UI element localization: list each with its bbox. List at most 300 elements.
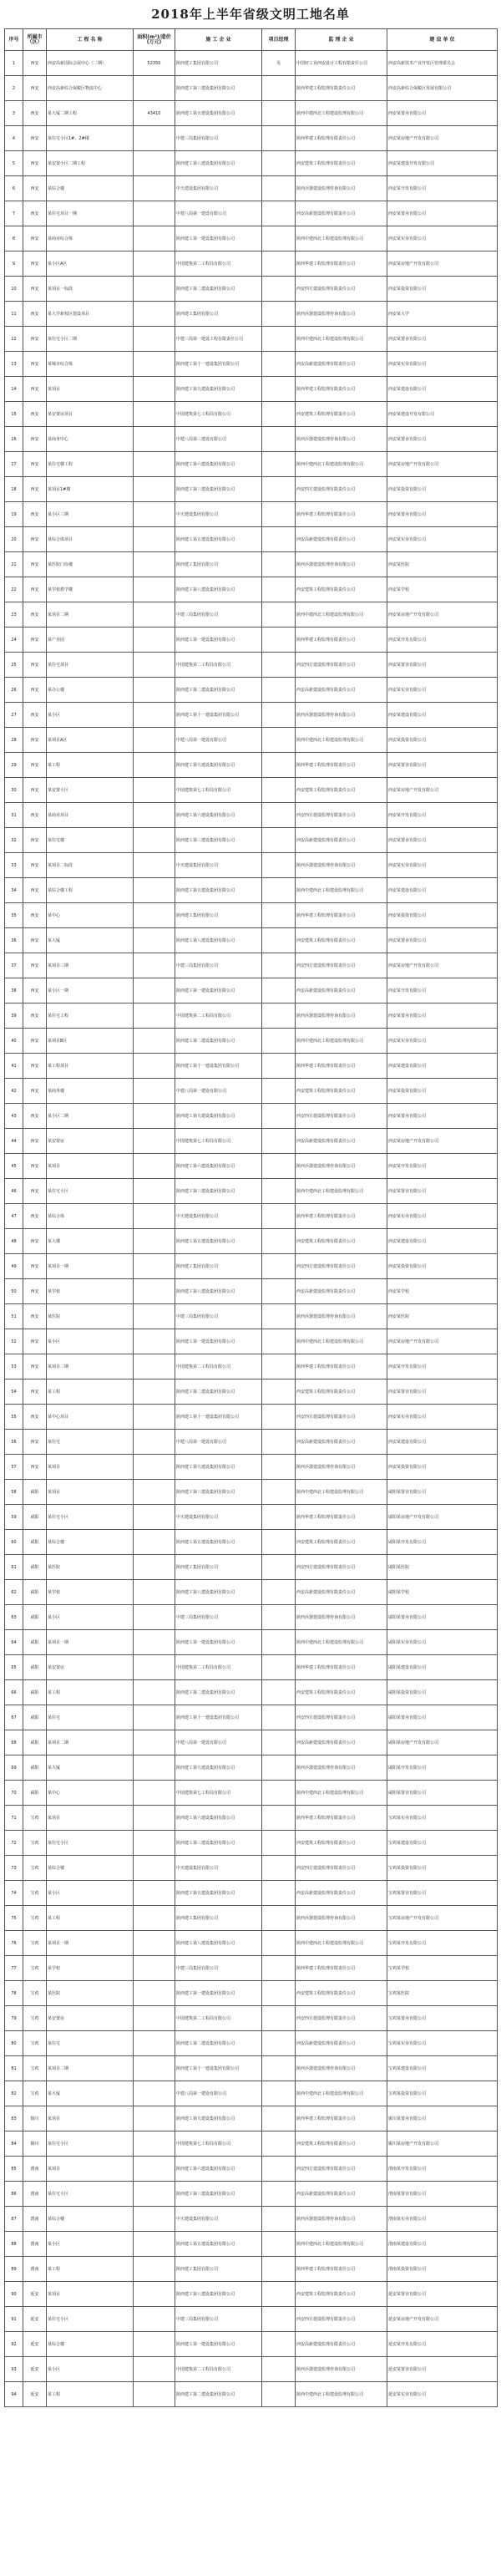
project-name-cell: 某大楼 xyxy=(47,1229,134,1254)
owner-cell: 渭南某建设有限公司 xyxy=(387,2232,498,2257)
row-number: 24 xyxy=(5,627,23,653)
header-cell: 面积(m²)/造价(万元) xyxy=(134,29,175,51)
manager-cell xyxy=(262,1580,296,1605)
city-cell: 咸阳 xyxy=(23,1580,47,1605)
project-name-cell: 某住宅项目 xyxy=(47,653,134,678)
row-number: 36 xyxy=(5,928,23,953)
row-number: 53 xyxy=(5,1354,23,1379)
header-cell: 工 程 名 称 xyxy=(47,29,134,51)
owner-cell: 西安某房地产开发有限公司 xyxy=(387,452,498,477)
manager-cell xyxy=(262,1881,296,1906)
table-row xyxy=(5,803,498,828)
city-cell: 西安 xyxy=(23,828,47,853)
project-name-cell: 某项目B区 xyxy=(47,1029,134,1054)
header-cell: 所属市（区） xyxy=(23,29,47,51)
area-cell xyxy=(134,352,175,377)
owner-cell: 西安某建设有限公司 xyxy=(387,1430,498,1455)
manager-cell xyxy=(262,502,296,527)
area-cell xyxy=(134,678,175,703)
project-name-cell: 某住宅小区 xyxy=(47,2307,134,2332)
project-name-cell: 某大厦 xyxy=(47,928,134,953)
project-name-cell: 某安置小区 xyxy=(47,778,134,803)
table-row xyxy=(5,1154,498,1179)
city-cell: 西安 xyxy=(23,678,47,703)
manager-cell xyxy=(262,753,296,778)
manager-cell xyxy=(262,427,296,452)
owner-cell: 西安某建设有限公司 xyxy=(387,377,498,402)
area-cell xyxy=(134,978,175,1003)
manager-cell xyxy=(262,552,296,577)
area-cell xyxy=(134,1906,175,1931)
contractor-cell: 陕西建工第三建设集团有限公司 xyxy=(175,1480,262,1505)
supervisor-cell: 陕西兵器建设监理咨询有限公司 xyxy=(296,1755,387,1781)
table-row xyxy=(5,252,498,277)
project-name-cell: 某小区A区 xyxy=(47,252,134,277)
contractor-cell: 中建三局集团有限公司 xyxy=(175,1956,262,1981)
contractor-cell: 中国建筑第二工程局有限公司 xyxy=(175,252,262,277)
table-row xyxy=(5,1229,498,1254)
supervisor-cell: 陕西华建工程监理有限责任公司 xyxy=(296,1054,387,1079)
contractor-cell: 陕西建工第五建设集团有限公司 xyxy=(175,1229,262,1254)
city-cell: 西安 xyxy=(23,1054,47,1079)
manager-cell xyxy=(262,1204,296,1229)
row-number: 55 xyxy=(5,1405,23,1430)
supervisor-cell: 陕西华建工程监理有限责任公司 xyxy=(296,1956,387,1981)
project-name-cell: 某住宅楼工程 xyxy=(47,452,134,477)
city-cell: 西安 xyxy=(23,327,47,352)
contractor-cell: 陕西建工第一建设集团有限公司 xyxy=(175,1981,262,2006)
supervisor-cell: 陕西中建西北工程建设监理有限公司 xyxy=(296,1931,387,1956)
row-number: 37 xyxy=(5,953,23,978)
project-name-cell: 某项目一期 xyxy=(47,1254,134,1279)
contractor-cell: 中建八局第一建设有限公司 xyxy=(175,1079,262,1104)
supervisor-cell: 陕西兵器建设监理咨询有限公司 xyxy=(296,2056,387,2081)
manager-cell xyxy=(262,352,296,377)
supervisor-cell: 陕西华建工程监理有限责任公司 xyxy=(296,753,387,778)
area-cell xyxy=(134,653,175,678)
owner-cell: 西安某建设有限公司 xyxy=(387,1054,498,1079)
project-name-cell: 某小区 xyxy=(47,1605,134,1630)
row-number: 70 xyxy=(5,1781,23,1806)
table-row xyxy=(5,1430,498,1455)
project-name-cell: 某住宅小区二期 xyxy=(47,327,134,352)
supervisor-cell: 陕西兵器建设监理咨询有限公司 xyxy=(296,552,387,577)
manager-cell xyxy=(262,1329,296,1354)
owner-cell: 西安某置业有限公司 xyxy=(387,101,498,126)
project-name-cell: 某小区三期 xyxy=(47,502,134,527)
project-name-cell: 某工程 xyxy=(47,2382,134,2407)
area-cell xyxy=(134,2157,175,2182)
manager-cell xyxy=(262,1054,296,1079)
supervisor-cell: 西安建筑工程监理有限责任公司 xyxy=(296,1079,387,1104)
city-cell: 渭南 xyxy=(23,2157,47,2182)
manager-cell xyxy=(262,2106,296,2131)
area-cell xyxy=(134,2056,175,2081)
area-cell xyxy=(134,2282,175,2307)
supervisor-cell: 陕西华建工程监理有限责任公司 xyxy=(296,76,387,101)
manager-cell xyxy=(262,853,296,878)
manager-cell xyxy=(262,1254,296,1279)
row-number: 87 xyxy=(5,2207,23,2232)
manager-cell xyxy=(262,302,296,327)
city-cell: 西安 xyxy=(23,1079,47,1104)
area-cell xyxy=(134,1254,175,1279)
city-cell: 西安 xyxy=(23,1279,47,1304)
area-cell: 52350 xyxy=(134,51,175,76)
row-number: 65 xyxy=(5,1655,23,1680)
owner-cell: 西安某投资有限公司 xyxy=(387,728,498,753)
supervisor-cell: 陕西中建西北工程建设监理有限公司 xyxy=(296,1329,387,1354)
row-number: 48 xyxy=(5,1229,23,1254)
city-cell: 渭南 xyxy=(23,2207,47,2232)
supervisor-cell: 陕西华建工程监理有限责任公司 xyxy=(296,252,387,277)
area-cell xyxy=(134,1831,175,1856)
area-cell xyxy=(134,1705,175,1730)
owner-cell: 西安某实业有限公司 xyxy=(387,1029,498,1054)
supervisor-cell: 陕西兵器建设监理咨询有限公司 xyxy=(296,2207,387,2232)
owner-cell: 西安某开发有限公司 xyxy=(387,1354,498,1379)
supervisor-cell: 陕西兵器建设监理咨询有限公司 xyxy=(296,853,387,878)
area-cell xyxy=(134,1304,175,1329)
area-cell xyxy=(134,1003,175,1029)
manager-cell xyxy=(262,2006,296,2031)
contractor-cell: 中建八局第一建设有限公司 xyxy=(175,1430,262,1455)
city-cell: 渭南 xyxy=(23,2232,47,2257)
project-name-cell: 某学校教学楼 xyxy=(47,577,134,602)
table-row xyxy=(5,1254,498,1279)
row-number: 32 xyxy=(5,828,23,853)
manager-cell xyxy=(262,878,296,903)
row-number: 71 xyxy=(5,1806,23,1831)
contractor-cell: 中天建设集团有限公司 xyxy=(175,1856,262,1881)
manager-cell xyxy=(262,1680,296,1705)
contractor-cell: 陕西建工第十一建设集团有限公司 xyxy=(175,1405,262,1430)
city-cell: 西安 xyxy=(23,151,47,176)
manager-cell xyxy=(262,928,296,953)
area-cell xyxy=(134,2382,175,2407)
city-cell: 西安 xyxy=(23,627,47,653)
manager-cell xyxy=(262,903,296,928)
owner-cell: 西安某建设有限公司 xyxy=(387,703,498,728)
contractor-cell: 陕西建工集团有限公司 xyxy=(175,1906,262,1931)
table-row xyxy=(5,627,498,653)
row-number: 88 xyxy=(5,2232,23,2257)
supervisor-cell: 陕西兵器建设监理咨询有限公司 xyxy=(296,1605,387,1630)
contractor-cell: 陕西建工第六建设集团有限公司 xyxy=(175,1154,262,1179)
manager-cell xyxy=(262,126,296,151)
area-cell xyxy=(134,126,175,151)
row-number: 62 xyxy=(5,1580,23,1605)
city-cell: 西安 xyxy=(23,1379,47,1405)
owner-cell: 西安某实业有限公司 xyxy=(387,1204,498,1229)
area-cell xyxy=(134,878,175,903)
owner-cell: 西安某投资有限公司 xyxy=(387,277,498,302)
contractor-cell: 中建八局第一建设有限公司 xyxy=(175,2081,262,2106)
city-cell: 咸阳 xyxy=(23,1505,47,1530)
project-name-cell: 某小区一期 xyxy=(47,978,134,1003)
area-cell xyxy=(134,1430,175,1455)
manager-cell xyxy=(262,1630,296,1655)
project-name-cell: 某综合楼 xyxy=(47,2332,134,2357)
row-number: 38 xyxy=(5,978,23,1003)
project-name-cell: 某商业综合体 xyxy=(47,226,134,252)
row-number: 51 xyxy=(5,1304,23,1329)
table-row xyxy=(5,1730,498,1755)
project-name-cell: 某工程 xyxy=(47,2257,134,2282)
area-cell xyxy=(134,1730,175,1755)
owner-cell: 咸阳某实业有限公司 xyxy=(387,1630,498,1655)
table-row xyxy=(5,853,498,878)
city-cell: 咸阳 xyxy=(23,1781,47,1806)
supervisor-cell: 西安高新建设监理有限责任公司 xyxy=(296,2182,387,2207)
supervisor-cell: 陕西兵器建设监理咨询有限公司 xyxy=(296,1906,387,1931)
area-cell xyxy=(134,226,175,252)
supervisor-cell: 陕西华建工程监理有限责任公司 xyxy=(296,627,387,653)
owner-cell: 西安某开发有限公司 xyxy=(387,1154,498,1179)
owner-cell: 西安某实业有限公司 xyxy=(387,527,498,552)
table-row xyxy=(5,1806,498,1831)
area-cell xyxy=(134,1329,175,1354)
city-cell: 西安 xyxy=(23,1304,47,1329)
project-name-cell: 某工程 xyxy=(47,753,134,778)
owner-cell: 西安某房地产开发有限公司 xyxy=(387,953,498,978)
owner-cell: 宝鸡某建设有限公司 xyxy=(387,1831,498,1856)
supervisor-cell: 西安四方建设监理有限责任公司 xyxy=(296,1856,387,1881)
table-row xyxy=(5,1906,498,1931)
area-cell xyxy=(134,903,175,928)
area-cell xyxy=(134,1680,175,1705)
city-cell: 宝鸡 xyxy=(23,2056,47,2081)
owner-cell: 西安某建设有限公司 xyxy=(387,878,498,903)
project-name-cell: 某住宅小区 xyxy=(47,1505,134,1530)
contractor-cell: 陕西建工第六建设集团有限公司 xyxy=(175,452,262,477)
contractor-cell: 陕西建工第六建设集团有限公司 xyxy=(175,1806,262,1831)
owner-cell: 西安某置业有限公司 xyxy=(387,327,498,352)
city-cell: 铜川 xyxy=(23,2106,47,2131)
manager-cell xyxy=(262,402,296,427)
city-cell: 西安 xyxy=(23,226,47,252)
row-number: 17 xyxy=(5,452,23,477)
area-cell xyxy=(134,1931,175,1956)
supervisor-cell: 陕西华建工程监理有限责任公司 xyxy=(296,1354,387,1379)
project-name-cell: 某住宅 xyxy=(47,1705,134,1730)
supervisor-cell: 西安四方建设监理有限责任公司 xyxy=(296,2006,387,2031)
contractor-cell: 陕西建工第二建设集团有限公司 xyxy=(175,1680,262,1705)
owner-cell: 西安某置业有限公司 xyxy=(387,1104,498,1129)
city-cell: 宝鸡 xyxy=(23,2081,47,2106)
manager-cell xyxy=(262,277,296,302)
table-row xyxy=(5,2031,498,2056)
row-number: 56 xyxy=(5,1430,23,1455)
project-name-cell: 某城市综合体 xyxy=(47,352,134,377)
supervisor-cell: 西安四方建设监理有限责任公司 xyxy=(296,1254,387,1279)
area-cell xyxy=(134,1204,175,1229)
owner-cell: 延安某开发有限公司 xyxy=(387,2332,498,2357)
row-number: 35 xyxy=(5,903,23,928)
city-cell: 西安 xyxy=(23,703,47,728)
manager-cell xyxy=(262,176,296,201)
contractor-cell: 陕西建工第十一建设集团有限公司 xyxy=(175,352,262,377)
owner-cell: 西安某建设开发有限公司 xyxy=(387,151,498,176)
city-cell: 西安 xyxy=(23,427,47,452)
owner-cell: 西安某开发有限公司 xyxy=(387,803,498,828)
table-row xyxy=(5,828,498,853)
row-number: 44 xyxy=(5,1129,23,1154)
manager-cell xyxy=(262,627,296,653)
row-number: 26 xyxy=(5,678,23,703)
project-name-cell: 某项目一期 xyxy=(47,1630,134,1655)
project-name-cell: 某住宅工程 xyxy=(47,1003,134,1029)
area-cell xyxy=(134,151,175,176)
city-cell: 宝鸡 xyxy=(23,1831,47,1856)
table-row xyxy=(5,1079,498,1104)
row-number: 72 xyxy=(5,1831,23,1856)
city-cell: 铜川 xyxy=(23,2131,47,2157)
row-number: 60 xyxy=(5,1530,23,1555)
row-number: 78 xyxy=(5,1981,23,2006)
supervisor-cell: 西安建筑工程监理有限责任公司 xyxy=(296,402,387,427)
table-row xyxy=(5,1680,498,1705)
city-cell: 西安 xyxy=(23,978,47,1003)
supervisor-cell: 西安高新建设监理有限责任公司 xyxy=(296,828,387,853)
table-row xyxy=(5,2382,498,2407)
city-cell: 宝鸡 xyxy=(23,1856,47,1881)
row-number: 20 xyxy=(5,527,23,552)
contractor-cell: 陕西建工第一建设集团有限公司 xyxy=(175,1329,262,1354)
row-number: 22 xyxy=(5,577,23,602)
contractor-cell: 陕西建工第八建设集团有限公司 xyxy=(175,577,262,602)
area-cell xyxy=(134,1806,175,1831)
contractor-cell: 中建八局第一建设有限公司 xyxy=(175,1730,262,1755)
city-cell: 西安 xyxy=(23,728,47,753)
row-number: 91 xyxy=(5,2307,23,2332)
row-number: 73 xyxy=(5,1856,23,1881)
city-cell: 延安 xyxy=(23,2282,47,2307)
city-cell: 西安 xyxy=(23,101,47,126)
project-name-cell: 某小区 xyxy=(47,703,134,728)
table-row xyxy=(5,1379,498,1405)
contractor-cell: 中建三局集团有限公司 xyxy=(175,126,262,151)
supervisor-cell: 陕西兵器建设监理咨询有限公司 xyxy=(296,176,387,201)
owner-cell: 延安某房地产开发有限公司 xyxy=(387,2307,498,2332)
supervisor-cell: 西安高新建设监理有限责任公司 xyxy=(296,978,387,1003)
owner-cell: 延安某实业有限公司 xyxy=(387,2382,498,2407)
project-name-cell: 某安置小区二期工程 xyxy=(47,151,134,176)
table-row xyxy=(5,76,498,101)
city-cell: 西安 xyxy=(23,1430,47,1455)
manager-cell xyxy=(262,452,296,477)
supervisor-cell: 西安高新建设监理有限责任公司 xyxy=(296,1580,387,1605)
area-cell xyxy=(134,2207,175,2232)
contractor-cell: 陕西建工第一建设集团有限公司 xyxy=(175,1630,262,1655)
row-number: 16 xyxy=(5,427,23,452)
row-number: 5 xyxy=(5,151,23,176)
area-cell xyxy=(134,828,175,853)
area-cell xyxy=(134,2332,175,2357)
row-number: 7 xyxy=(5,201,23,226)
row-number: 28 xyxy=(5,728,23,753)
manager-cell xyxy=(262,678,296,703)
table-row xyxy=(5,51,498,76)
table-row xyxy=(5,527,498,552)
row-number: 45 xyxy=(5,1154,23,1179)
city-cell: 西安 xyxy=(23,252,47,277)
table-row xyxy=(5,552,498,577)
owner-cell: 宝鸡某学校 xyxy=(387,1956,498,1981)
row-number: 19 xyxy=(5,502,23,527)
supervisor-cell: 陕西华建工程监理有限责任公司 xyxy=(296,126,387,151)
contractor-cell: 陕西建工第一建设集团有限公司 xyxy=(175,2332,262,2357)
city-cell: 西安 xyxy=(23,1204,47,1229)
contractor-cell: 陕西建工第二建设集团有限公司 xyxy=(175,678,262,703)
table-row xyxy=(5,602,498,627)
city-cell: 西安 xyxy=(23,51,47,76)
header-cell: 监 理 企 业 xyxy=(296,29,387,51)
table-row xyxy=(5,2182,498,2207)
area-cell xyxy=(134,552,175,577)
project-name-cell: 某住宅楼 xyxy=(47,828,134,853)
manager-cell xyxy=(262,1455,296,1480)
table-row xyxy=(5,1530,498,1555)
contractor-cell: 中建八局第三建设有限公司 xyxy=(175,427,262,452)
city-cell: 西安 xyxy=(23,878,47,903)
area-cell xyxy=(134,2307,175,2332)
supervisor-cell: 西安建筑工程监理有限责任公司 xyxy=(296,928,387,953)
manager-cell xyxy=(262,1705,296,1730)
row-number: 46 xyxy=(5,1179,23,1204)
supervisor-cell: 西安高新建设监理有限责任公司 xyxy=(296,2332,387,2357)
supervisor-cell: 西安建筑工程监理有限责任公司 xyxy=(296,1379,387,1405)
city-cell: 西安 xyxy=(23,1154,47,1179)
table-row xyxy=(5,1755,498,1781)
city-cell: 西安 xyxy=(23,1029,47,1054)
project-name-cell: 某商务中心 xyxy=(47,427,134,452)
owner-cell: 咸阳某建设有限公司 xyxy=(387,1655,498,1680)
owner-cell: 西安某房地产开发有限公司 xyxy=(387,602,498,627)
city-cell: 西安 xyxy=(23,377,47,402)
owner-cell: 西安某实业有限公司 xyxy=(387,1405,498,1430)
owner-cell: 西安某学校 xyxy=(387,1279,498,1304)
project-name-cell: 某中心 xyxy=(47,1781,134,1806)
supervisor-cell: 西安高新建设监理有限责任公司 xyxy=(296,1279,387,1304)
area-cell xyxy=(134,201,175,226)
row-number: 4 xyxy=(5,126,23,151)
supervisor-cell: 陕西兵器建设监理咨询有限公司 xyxy=(296,703,387,728)
area-cell xyxy=(134,377,175,402)
row-number: 89 xyxy=(5,2257,23,2282)
table-row xyxy=(5,2081,498,2106)
contractor-cell: 中国建筑第二工程局有限公司 xyxy=(175,1354,262,1379)
row-number: 94 xyxy=(5,2382,23,2407)
contractor-cell: 中建八局第一建设有限公司 xyxy=(175,728,262,753)
owner-cell: 宝鸡某实业有限公司 xyxy=(387,1806,498,1831)
row-number: 83 xyxy=(5,2106,23,2131)
header-cell: 施 工 企 业 xyxy=(175,29,262,51)
project-name-cell: 西安高新综合保税区物流中心 xyxy=(47,76,134,101)
project-name-cell: 某项目 xyxy=(47,2157,134,2182)
table-row xyxy=(5,653,498,678)
owner-cell: 咸阳某置业有限公司 xyxy=(387,1480,498,1505)
city-cell: 延安 xyxy=(23,2332,47,2357)
supervisor-cell: 陕西中建西北工程建设监理有限公司 xyxy=(296,327,387,352)
project-name-cell: 某项目 xyxy=(47,2106,134,2131)
contractor-cell: 陕西建工第十一建设集团有限公司 xyxy=(175,2056,262,2081)
row-number: 41 xyxy=(5,1054,23,1079)
area-cell xyxy=(134,803,175,828)
contractor-cell: 陕西建工第五建设集团有限公司 xyxy=(175,1881,262,1906)
manager-cell xyxy=(262,252,296,277)
owner-cell: 西安某房地产开发有限公司 xyxy=(387,1329,498,1354)
